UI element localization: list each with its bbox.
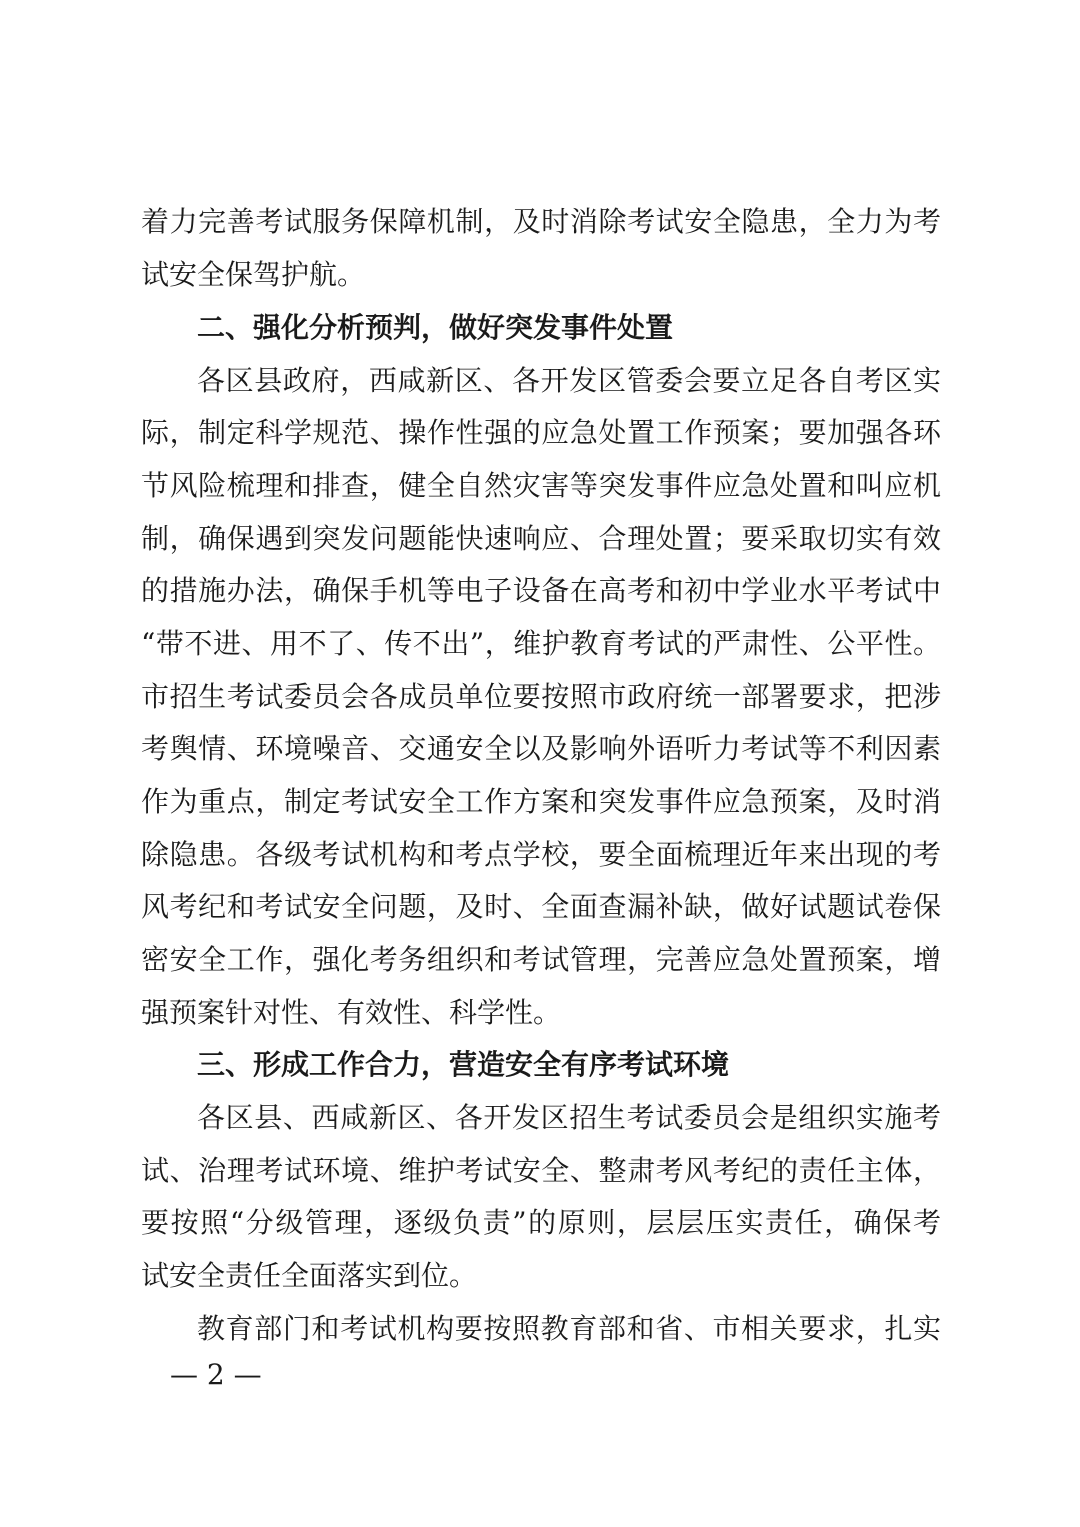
body-text-line: 着力完善考试服务保障机制，及时消除考试安全隐患，全力为考 (141, 205, 941, 238)
body-text-line: 市招生考试委员会各成员单位要按照市政府统一部署要求，把涉 (141, 680, 941, 713)
body-text-line: “带不进、用不了、传不出”，维护教育考试的严肃性、公平性。 (141, 627, 941, 660)
body-text-line: 要按照“分级管理，逐级负责”的原则，层层压实责任，确保考 (141, 1206, 941, 1239)
body-text-line: 制，确保遇到突发问题能快速响应、合理处置；要采取切实有效 (141, 522, 941, 555)
body-text-line: 节风险梳理和排查，健全自然灾害等突发事件应急处置和叫应机 (141, 469, 941, 502)
body-text-line: 试安全责任全面落实到位。 (141, 1259, 478, 1292)
body-text-line: 作为重点，制定考试安全工作方案和突发事件应急预案，及时消 (141, 785, 941, 818)
body-text-line: 试、治理考试环境、维护考试安全、整肃考风考纪的责任主体， (141, 1154, 941, 1187)
body-text-line: 密安全工作，强化考务组织和考试管理，完善应急处置预案，增 (141, 943, 941, 976)
body-text-line: 的措施办法，确保手机等电子设备在高考和初中学业水平考试中 (141, 574, 941, 607)
section-heading-3: 三、形成工作合力，营造安全有序考试环境 (197, 1048, 730, 1081)
body-text-line: 风考纪和考试安全问题，及时、全面查漏补缺，做好试题试卷保 (141, 890, 941, 923)
section-heading-2: 二、强化分析预判，做好突发事件处置 (197, 311, 674, 344)
page-number: — 2 — (170, 1358, 262, 1391)
body-text-line: 除隐患。各级考试机构和考点学校，要全面梳理近年来出现的考 (141, 838, 941, 871)
body-text-line: 际，制定科学规范、操作性强的应急处置工作预案；要加强各环 (141, 416, 941, 449)
body-text-line: 试安全保驾护航。 (141, 258, 366, 291)
body-text-line: 强预案针对性、有效性、科学性。 (141, 996, 562, 1029)
body-text-line: 各区县政府，西咸新区、各开发区管委会要立足各自考区实 (197, 364, 941, 397)
body-text-line: 考舆情、环境噪音、交通安全以及影响外语听力考试等不利因素 (141, 732, 941, 765)
body-text-line: 各区县、西咸新区、各开发区招生考试委员会是组织实施考 (197, 1101, 941, 1134)
body-text-line: 教育部门和考试机构要按照教育部和省、市相关要求，扎实 (197, 1312, 941, 1345)
